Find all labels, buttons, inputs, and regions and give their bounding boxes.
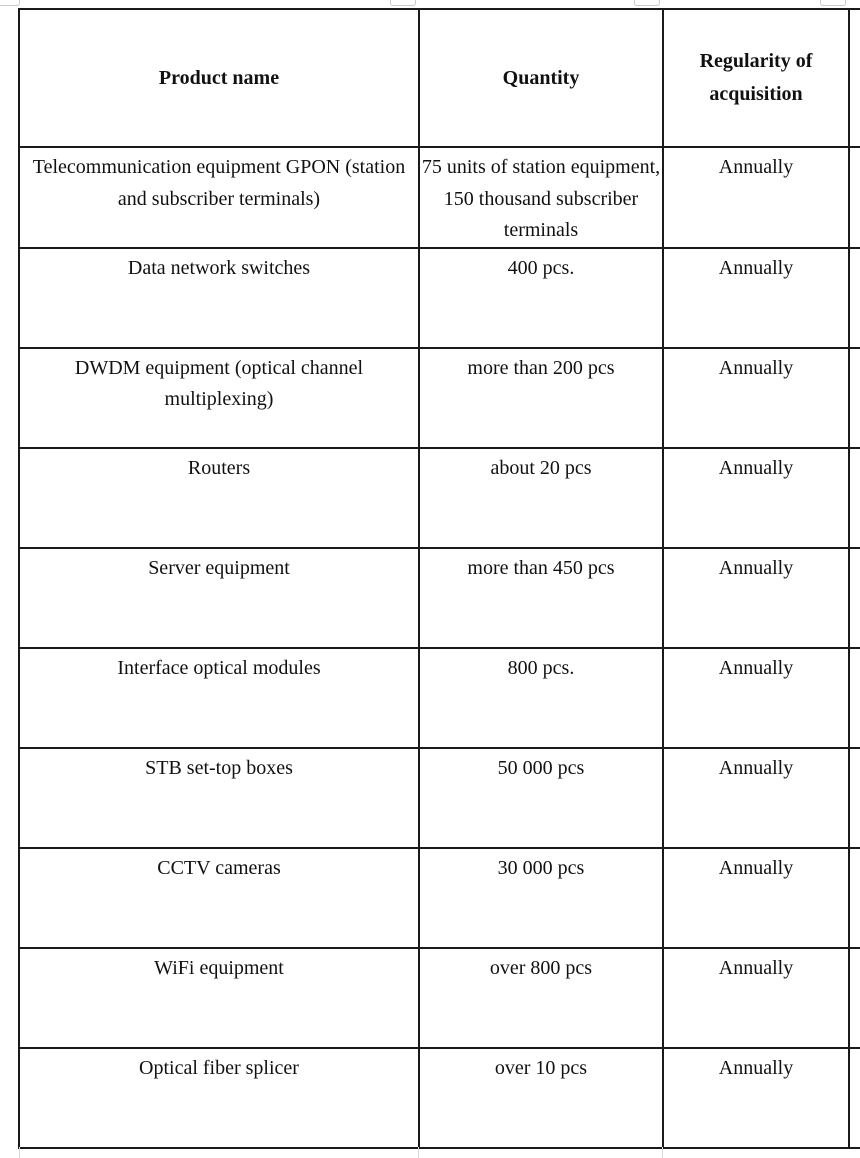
regularity-cell: Annually — [663, 748, 849, 848]
page-edge-mark — [0, 0, 20, 6]
quantity-cell: more than 200 pcs — [419, 348, 663, 448]
product-cell: CCTV cameras — [19, 848, 419, 948]
product-table — [18, 8, 860, 1149]
regularity-cell: Annually — [663, 147, 849, 248]
quantity-cell: 400 pcs. — [419, 248, 663, 348]
regularity-cell: Annually — [663, 948, 849, 1048]
table-overflow-column — [849, 1048, 860, 1148]
header-quantity: Quantity — [419, 9, 663, 147]
regularity-cell: Annually — [663, 648, 849, 748]
table-overflow-column — [849, 248, 860, 348]
product-cell: Data network switches — [19, 248, 419, 348]
table-row — [19, 147, 860, 248]
regularity-cell: Annually — [663, 848, 849, 948]
quantity-cell: more than 450 pcs — [419, 548, 663, 648]
page-guide-line — [418, 1147, 419, 1158]
table-row — [19, 848, 860, 948]
regularity-cell: Annually — [663, 448, 849, 548]
table-overflow-column — [849, 948, 860, 1048]
quantity-cell: 50 000 pcs — [419, 748, 663, 848]
table-row — [19, 348, 860, 448]
page-guide-line — [662, 1147, 663, 1158]
table-row — [19, 748, 860, 848]
table-header-row — [19, 9, 860, 147]
regularity-cell: Annually — [663, 348, 849, 448]
table-overflow-column — [849, 848, 860, 948]
page-edge-mark — [820, 0, 846, 6]
table-overflow-column — [849, 348, 860, 448]
table-overflow-column — [849, 448, 860, 548]
table-overflow-column — [849, 548, 860, 648]
product-cell: Routers — [19, 448, 419, 548]
table-overflow-column — [849, 648, 860, 748]
quantity-cell: over 10 pcs — [419, 1048, 663, 1148]
table-row — [19, 1048, 860, 1148]
product-cell: Server equipment — [19, 548, 419, 648]
product-cell: DWDM equipment (optical channel multiplexing) — [19, 348, 419, 448]
product-cell: Optical fiber splicer — [19, 1048, 419, 1148]
table-overflow-column — [849, 748, 860, 848]
header-product-name: Product name — [19, 9, 419, 147]
regularity-cell: Annually — [663, 1048, 849, 1148]
table-overflow-column — [849, 147, 860, 248]
product-cell: Telecommunication equipment GPON (station and subscriber terminals) — [19, 147, 419, 248]
page-edge-mark — [390, 0, 416, 6]
regularity-cell: Annually — [663, 548, 849, 648]
quantity-cell: over 800 pcs — [419, 948, 663, 1048]
table-row — [19, 248, 860, 348]
quantity-cell: 30 000 pcs — [419, 848, 663, 948]
table-row — [19, 648, 860, 748]
quantity-cell: 800 pcs. — [419, 648, 663, 748]
quantity-cell: 75 units of station equipment, 150 thousand subscriber terminals — [419, 147, 663, 248]
product-cell: Interface optical modules — [19, 648, 419, 748]
header-regularity: Regularity of acquisition — [663, 9, 849, 147]
page-edge-mark — [634, 0, 660, 6]
quantity-cell: about 20 pcs — [419, 448, 663, 548]
table-row — [19, 448, 860, 548]
product-cell: WiFi equipment — [19, 948, 419, 1048]
table-row — [19, 948, 860, 1048]
regularity-cell: Annually — [663, 248, 849, 348]
page-guide-line — [19, 1147, 20, 1158]
table-row — [19, 548, 860, 648]
table-overflow-column — [849, 9, 860, 147]
product-cell: STB set-top boxes — [19, 748, 419, 848]
